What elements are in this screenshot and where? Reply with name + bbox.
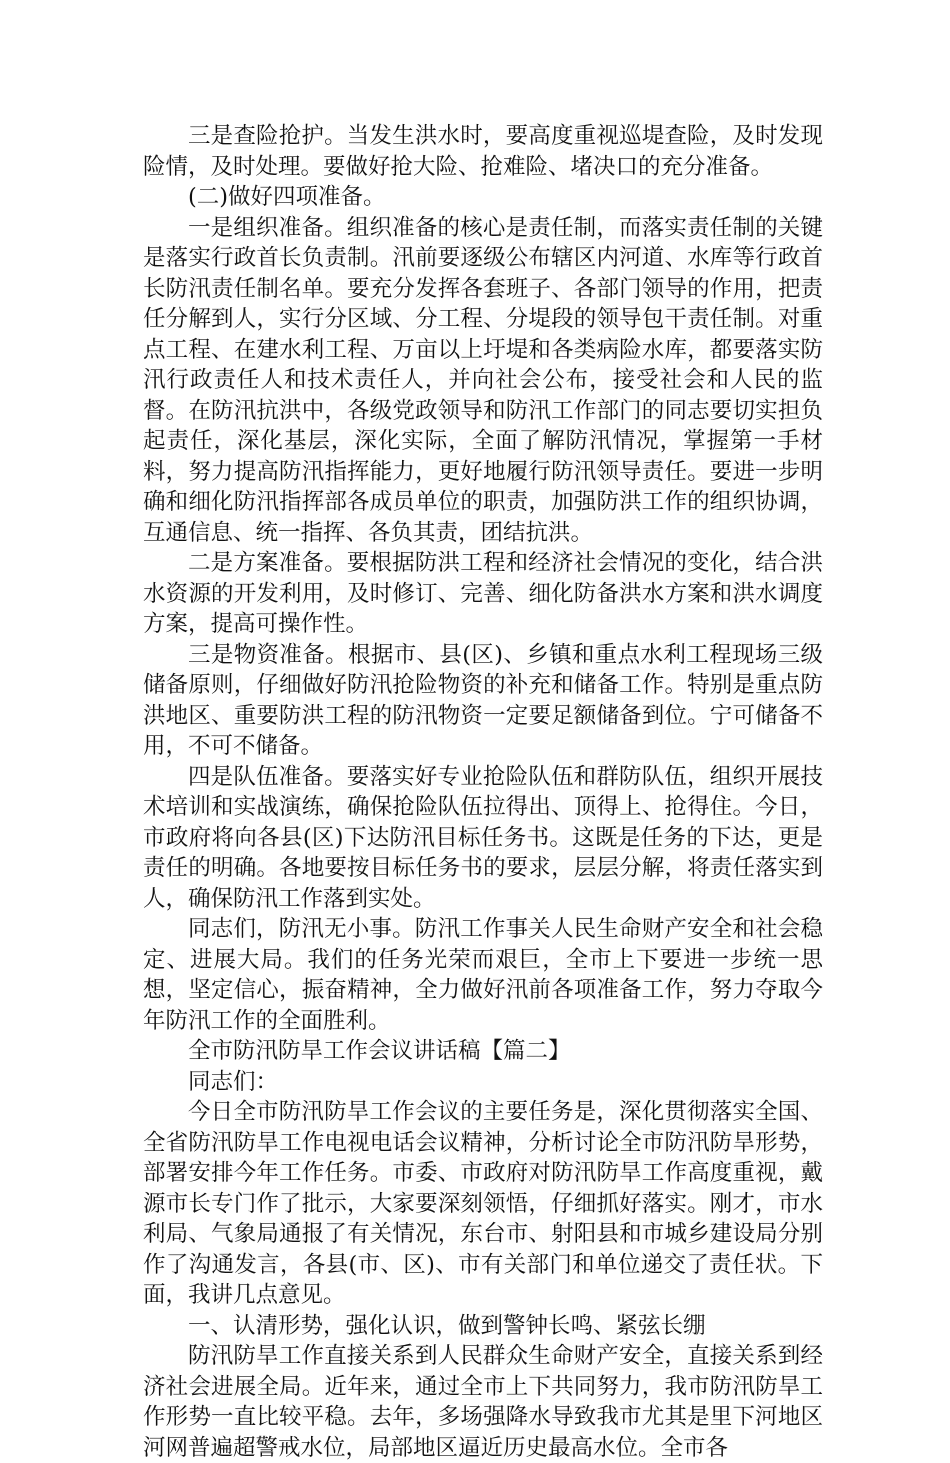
paragraph-plan-preparation: 二是方案准备。要根据防洪工程和经济社会情况的变化，结合洪水资源的开发利用，及时修订、完善、细化防备洪水方案和洪水调度方案，提高可操作性。	[143, 550, 823, 637]
paragraph-organization-preparation: 一是组织准备。组织准备的核心是责任制，而落实责任制的关键是落实行政首长负责制。汛前要逐级公布辖区内河道、水库等行政首长防汛责任制名单。要充分发挥各套班子、各部门领导的作用，把责任分解到人，实行分区域、分工程、分堤段的领导包干责任制。对重点工程、在建水利工程、万亩以上圩堤和各类病险水库，都要落实防汛行政责任人和技术责任人，并向社会公布，接受社会和人民的监督。在防汛抗洪中，各级党政领导和防汛工作部门的同志要切实担负起责任，深化基层，深化实际，全面了解防汛情况，掌握第一手材料，努力提高防汛指挥能力，更好地履行防汛领导责任。要进一步明确和细化防汛指挥部各成员单位的职责，加强防洪工作的组织协调，互通信息、统一指挥、各负其责，团结抗洪。	[143, 214, 823, 546]
paragraph-closing-remarks: 同志们，防汛无小事。防汛工作事关人民生命财产安全和社会稳定、进展大局。我们的任务光荣而艰巨，全市上下要进一步统一思想，坚定信心，振奋精神，全力做好汛前各项准备工作，努力夺取今年防汛工作的全面胜利。	[143, 916, 823, 1034]
paragraph-inspection-repair: 三是查险抢护。当发生洪水时，要高度重视巡堤查险，及时发现险情，及时处理。要做好抢大险、抢难险、堵决口的充分准备。	[143, 123, 823, 180]
paragraph-meeting-tasks: 今日全市防汛防旱工作会议的主要任务是，深化贯彻落实全国、全省防汛防旱工作电视电话会议精神，分析讨论全市防汛防旱形势，部署安排今年工作任务。市委、市政府对防汛防旱工作高度重视，戴源市长专门作了批示，大家要深刻领悟，仔细抓好落实。刚才，市水利局、气象局通报了有关情况，东台市、射阳县和市城乡建设局分别作了沟通发言，各县(市、区)、市有关部门和单位递交了责任状。下面，我讲几点意见。	[143, 1099, 823, 1308]
section-heading-four-preparations: (二)做好四项准备。	[188, 184, 386, 210]
section-heading-recognize-situation: 一、认清形势，强化认识，做到警钟长鸣、紧弦长绷	[188, 1312, 706, 1339]
salutation: 同志们：	[188, 1068, 279, 1095]
paragraph-team-preparation: 四是队伍准备。要落实好专业抢险队伍和群防队伍，组织开展技术培训和实战演练，确保抢险队伍拉得出、顶得上、抢得住。今日，市政府将向各县(区)下达防汛目标任务书。这既是任务的下达，更是责任的明确。各地要按目标任务书的要求，层层分解，将责任落实到人，确保防汛工作落到实处。	[143, 763, 823, 912]
document-page	[143, 121, 823, 1463]
paragraph-flood-drought-importance: 防汛防旱工作直接关系到人民群众生命财产安全，直接关系到经济社会进展全局。近年来，通过全市上下共同努力，我市防汛防旱工作形势一直比较平稳。去年，多场强降水导致我市尤其是里下河地区河网普遍超警戒水位，局部地区逼近历史最高水位。全市各	[143, 1343, 823, 1461]
paragraph-materials-preparation: 三是物资准备。根据市、县(区)、乡镇和重点水利工程现场三级储备原则，仔细做好防汛抢险物资的补充和储备工作。特别是重点防洪地区、重要防洪工程的防汛物资一定要足额储备到位。宁可储备不用，不可不储备。	[143, 641, 823, 759]
speech-title-part-two: 全市防汛防旱工作会议讲话稿【篇二】	[188, 1038, 571, 1064]
